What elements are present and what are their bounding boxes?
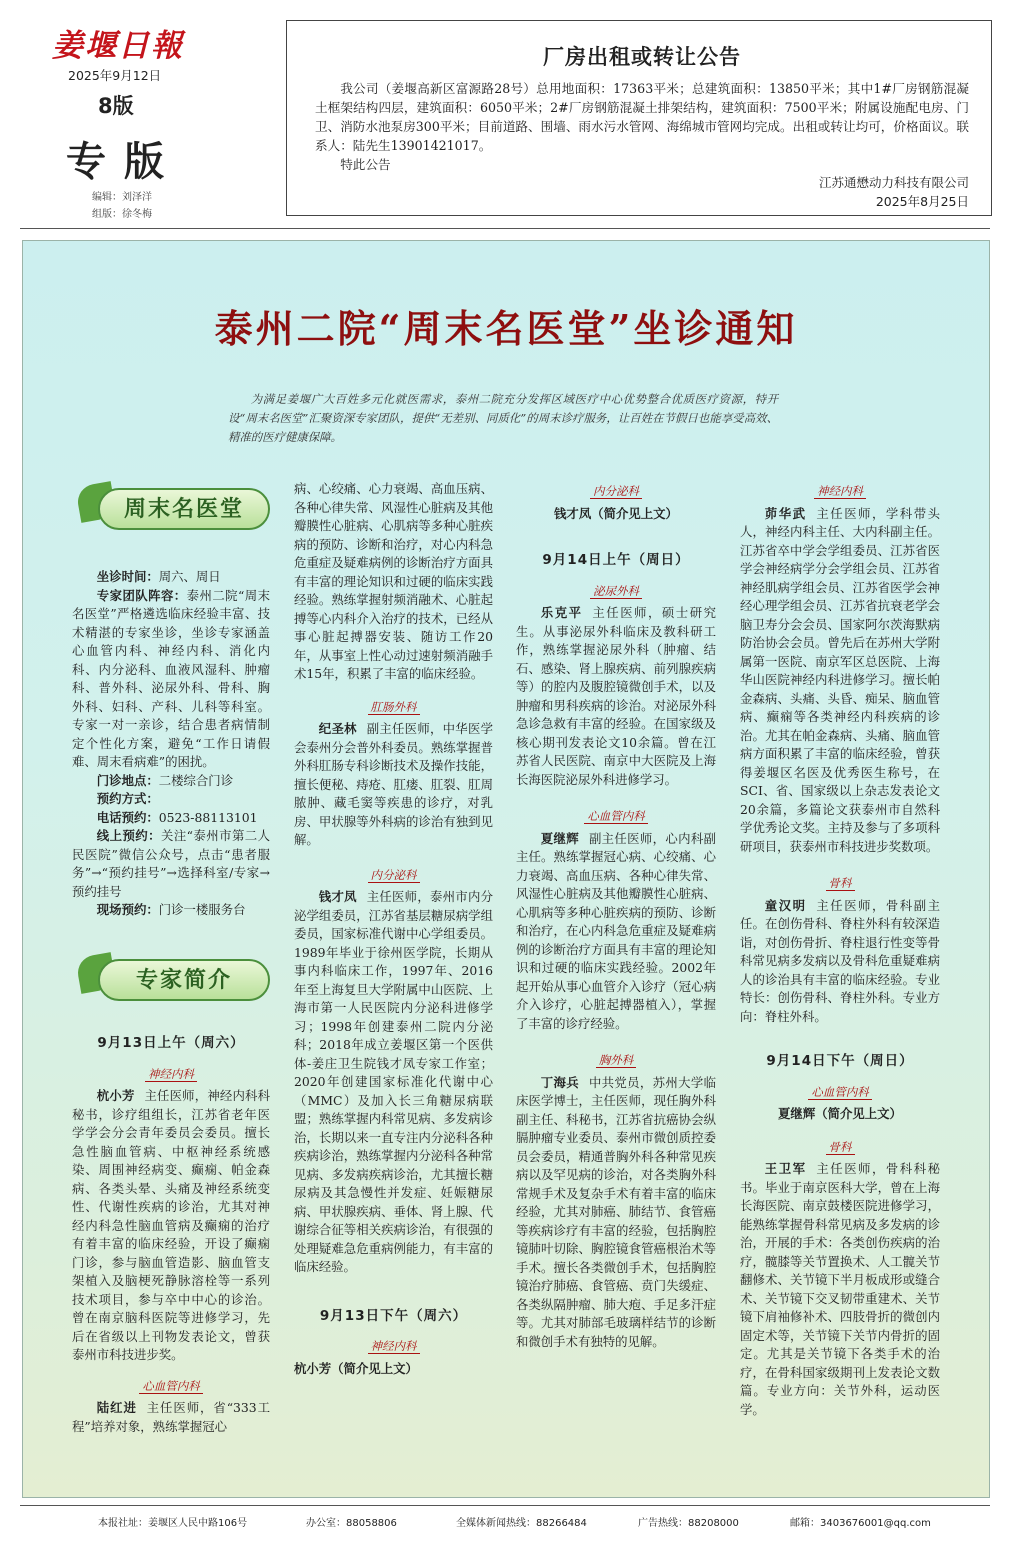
issue-date: 2025年9月12日 — [68, 68, 162, 83]
phone-label: 电话预约： — [96, 809, 159, 825]
doctor-reference: 杭小芳（简介见上文） — [294, 1360, 418, 1376]
time-label: 坐诊时间： — [96, 569, 159, 584]
doctor-bio: 副主任医师，中华医学会泰州分会普外科委员。熟练掌握普外科肛肠专科诊断技术及操作技能，擅长便秘、痔疮、肛瘘、肛裂、肛周脓肿、藏毛窦等疾患的诊疗，对乳房、甲状腺等外科病的诊治有独到见解。 — [294, 721, 494, 847]
notice-title: 厂房出租或转让公告 — [543, 44, 741, 69]
doctor-bio: 中共党员，苏州大学临床医学博士，主任医师，现任胸外科副主任、科秘书，江苏省抗癌协会纵膈肿瘤专业委员、泰州市微创质控委员会委员，精通普胸外科各种常见疾病以及罕见病的诊治，对各类胸外科常规手术及复杂手术有着丰富的临床经验，尤其对肺癌、肺结节、食管癌等疾病诊疗有丰富的经验，包括胸腔镜肺叶切除、胸腔镜食管癌根治术等手术。擅长各类微创手术，包括胸腔镜治疗肺癌、食管癌、贲门失缓症、各类纵隔肿瘤、肺大疱、手足多汗症等。尤其对肺部毛玻璃样结节的诊断和微创手术有独特的见解。 — [516, 1074, 717, 1349]
footer-hotline: 全媒体新闻热线：88266484 — [456, 1518, 587, 1529]
department-label: 骨科 — [826, 1140, 855, 1155]
phone-value: 0523-88113101 — [158, 809, 258, 825]
department-label: 心血管内科 — [808, 1085, 872, 1100]
doctor-name: 丁海兵 — [540, 1074, 580, 1090]
doctor-bio: 主任医师，硕士研究生。从事泌尿外科临床及教科研工作，熟练掌握泌尿外科（肿瘤、结石、感染、肾上腺疾病、前列腺疾病等）的腔内及腹腔镜微创手术，以及肿瘤和男科疾病的诊治。对泌尿外科急诊急救有丰富的经验。在国家级及核心期刊发表论文10余篇。曾在江苏省人民医院、南京中大医院及上海长海医院泌尿外科进修学习。 — [516, 605, 717, 787]
department-label: 骨科 — [826, 876, 855, 891]
doctor-name: 乐克平 — [540, 605, 583, 620]
doctor-name: 纪圣林 — [318, 721, 357, 736]
announcement-intro: 为满足姜堰广大百姓多元化就医需求，泰州二院充分发挥区域医疗中心优势整合优质医疗资源，特开设“周末名医堂”汇聚资深专家团队，提供“无差别、同质化”的周末诊疗服务，让百姓在节假日也能享受高效、精准的医疗健康保障。 — [228, 392, 778, 444]
time-value: 周六、周日 — [158, 569, 221, 584]
doctor-bio: 副主任医师，心内科副主任。熟练掌握冠心病、心绞痛、心力衰竭、高血压病、各种心律失常、风湿性心脏病及其他瓣膜性心脏病、心肌病等多种心脏疾病的预防、诊断和治疗，在心内科急危重症及疑难病例的诊断治疗方面具有丰富的理论知识和过硬的临床实践经验。2002年起开始从事心血管介入诊疗（冠心病介入诊疗，心脏起搏器植入），掌握了丰富的诊疗经验。 — [516, 830, 717, 1031]
doctor-name: 夏继辉 — [540, 830, 580, 846]
department-label: 心血管内科 — [139, 1379, 203, 1394]
page-footer — [20, 1510, 990, 1532]
department-label: 心血管内科 — [584, 809, 648, 824]
doctor-name: 钱才凤 — [318, 889, 357, 904]
doctor-bio-continued: 病、心绞痛、心力衰竭、高血压病、各种心律失常、风湿性心脏病及其他瓣膜性心脏病、心肌病等多种心脏疾病的预防、诊断和治疗，对心内科急危重症及疑难病例的诊断治疗方面具有丰富的理论知识和过硬的临床实践经验。熟练掌握射频消融术、心脏起搏等心内科介入治疗的技术，已经从事心脏起搏器安装、随访工作20年，从事室上性心动过速射频消融手术15年，积累了丰富的临床经验。 — [294, 481, 493, 681]
online-value: 关注“泰州市第二人民医院”微信公众号，点击“患者服务”→“预约挂号”→选择科室/专家→预约挂号 — [72, 828, 271, 899]
doctor-reference: 夏继辉（简介见上文） — [778, 1106, 902, 1121]
doctor-bio: 主任医师，泰州市内分泌学组委员，江苏省基层糖尿病学组委员，国家标准代谢中心学组委员。1989年毕业于徐州医学院，长期从事内科临床工作，1997年、2016年至上海复旦大学附属中山医院、上海市第一人民医院内分泌科进修学习；1998年创建泰州二院内分泌科；2018年成立姜堰区第一个医供体-姜庄卫生院钱才凤专家工作室；2020年创建国家标准化代谢中心（MMC）及加入长三角糖尿病联盟；熟练掌握内科常见病、多发病诊治，长期以来一直专注内分泌科各种疾病诊治，熟练掌握内分泌科各种常见病、多发病疾病诊治，尤其擅长糖尿病及其急慢性并发症、妊娠糖尿病、甲状腺疾病、垂体、肾上腺、代谢综合征等相关疾病诊治，有很强的处理疑难急危重病例能力，有丰富的临床经验。 — [294, 889, 494, 1274]
team-value: 泰州二院“周末名医堂”严格遴选临床经验丰富、技术精湛的专家坐诊，坐诊专家涵盖心血管内科、神经内科、消化内科、内分泌科、血液风湿科、肿瘤科、普外科、泌尿外科、骨科、胸外科、妇科、产科、儿科等科室。专家一对一亲诊，结合患者病情制定个性化方案，避免“工作日请假难、周末看病难”的困扰。 — [72, 587, 271, 769]
session-heading: 9月14日上午（周日） — [542, 552, 690, 568]
place-label: 门诊地点： — [96, 772, 159, 788]
layout-editor-credit: 组版：徐冬梅 — [92, 209, 152, 220]
session-heading: 9月14日下午（周日） — [766, 1053, 914, 1069]
doctor-bio: 主任医师，骨科副主任。在创伤骨科、脊柱外科有较深造诣，对创伤骨折、脊柱退行性变等骨科常见病多发病以及骨科危重疑难病人的诊治具有丰富的临床经验。专业特长：创伤骨科、脊柱外科。专业方向：脊柱外科。 — [740, 897, 941, 1024]
doctor-bio: 主任医师，学科带头人，神经内科主任、大内科副主任。江苏省卒中学会学组委员、江苏省医学会神经病学分会学组会员、江苏省神经肌病学组会员、江苏省医学会神经心理学组会员、江苏省抗衰老学会脑卫寿分会会员、国家阿尔茨海默病防治协会会员。曾先后在苏州大学附属第一医院、南京军区总医院、上海华山医院神经内科进修学习。擅长帕金森病、头痛、头昏、痴呆、脑血管病、癫痫等各类神经内科疾病的诊治。尤其在帕金森病、头痛、脑血管病方面积累了丰富的临床经验，曾获得姜堰区名医及优秀医生称号，在SCI、省、国家级以上杂志发表论文20余篇，多篇论文获泰州市自然科学优秀论文奖。主持及参与了多项科研项目，获泰州市科技进步奖数项。 — [740, 505, 941, 854]
clinic-info-column — [72, 568, 270, 920]
header-divider — [20, 228, 990, 229]
rental-notice — [286, 20, 992, 216]
doctor-name: 童汉明 — [764, 897, 807, 913]
doctor-reference: 钱才凤（简介见上文） — [554, 505, 678, 521]
experts-column-2 — [294, 480, 493, 1378]
onsite-label: 现场预约： — [96, 902, 159, 917]
department-label: 神经内科 — [145, 1067, 197, 1082]
weekend-clinic-badge: 周末名医堂 — [98, 488, 270, 530]
footer-divider — [20, 1505, 990, 1506]
department-label: 神经内科 — [814, 484, 866, 499]
place-value: 二楼综合门诊 — [158, 772, 234, 788]
experts-column-1 — [72, 1018, 270, 1436]
session-heading: 9月13日上午（周六） — [97, 1035, 245, 1051]
footer-office: 办公室：88058806 — [306, 1518, 397, 1529]
doctor-bio: 主任医师，骨科科秘书。毕业于南京医科大学，曾在上海长海医院、南京鼓楼医院进修学习，能熟练掌握骨科常见病及多发病的诊治，开展的手术：各类创伤疾病的治疗，髋膝等关节置换术、人工髋关节翻修术、关节镜下半月板成形或缝合术、关节镜下交叉韧带重建术、关节镜下肩袖修补术、四肢骨折的微创内固定术等，关节镜下关节内骨折的固定。尤其是关节镜下各类手术的治疗，在骨科国家级期刊上发表论文数篇。专业方向：关节外科，运动医学。 — [740, 1161, 941, 1417]
editor-credit: 编辑：刘泽洋 — [92, 192, 152, 203]
page-number: 8版 — [98, 94, 134, 118]
notice-body: 我公司（姜堰高新区富源路28号）总用地面积：17363平米；总建筑面积：13850平米；其中1#厂房钢筋混凝土框架结构四层，建筑面积：6050平米；2#厂房钢筋混凝土排架结构，建筑面积：7500平米；附属设施配电房、门卫、消防水池泵房300平米；目前道路、围墙、雨水污水管网、海绵城市管网均完成。出租或转让均可，价格面议。联系人：陆先生13901421017。 — [315, 81, 969, 153]
department-label: 神经内科 — [368, 1339, 420, 1354]
footer-email: 邮箱：3403676001@qq.com — [790, 1518, 931, 1529]
department-label: 泌尿外科 — [590, 584, 642, 599]
online-label: 线上预约： — [96, 828, 161, 843]
doctor-name: 王卫军 — [764, 1161, 807, 1176]
department-label: 胸外科 — [596, 1053, 637, 1068]
department-label: 肛肠外科 — [368, 700, 420, 715]
announcement-title: 泰州二院“周末名医堂”坐诊通知 — [214, 306, 798, 351]
team-label: 专家团队阵容： — [96, 587, 187, 603]
experts-column-3 — [516, 470, 716, 1351]
footer-address: 本报社址：姜堰区人民中路106号 — [98, 1518, 248, 1529]
department-label: 内分泌科 — [590, 484, 642, 499]
section-title: 专版 — [66, 138, 182, 185]
notice-company: 江苏通懋动力科技有限公司 — [818, 175, 969, 190]
newspaper-logo: 姜堰日報 — [52, 28, 184, 64]
doctor-name: 陆红进 — [96, 1400, 137, 1415]
footer-ads: 广告热线：88208000 — [638, 1518, 739, 1529]
doctor-name: 茆华武 — [764, 505, 807, 521]
doctor-name: 杭小芳 — [96, 1088, 135, 1103]
doctor-bio: 主任医师，神经内科科秘书，诊疗组组长，江苏省老年医学学会分会青年委员会委员。擅长急性脑血管病、中枢神经系统感染、周围神经病变、癫痫、帕金森病、各类头晕、头痛及神经系统变性、代谢性疾病的诊治，尤其对神经内科急性脑血管病及癫痫的治疗有着丰富的临床经验，开设了癫痫门诊，参与脑血管造影、脑血管支架植入及脑梗死静脉溶栓等一系列技术项目，参与卒中中心的诊治。曾在南京脑科医院等进修学习，先后在省级以上刊物发表论文，曾获泰州市科技进步奖。 — [72, 1088, 271, 1362]
department-label: 内分泌科 — [368, 868, 420, 883]
onsite-value: 门诊一楼服务台 — [158, 902, 246, 917]
notice-date: 2025年8月25日 — [875, 194, 969, 209]
session-heading: 9月13日下午（周六） — [319, 1307, 468, 1324]
notice-closing: 特此公告 — [340, 157, 391, 172]
expert-intro-badge: 专家简介 — [98, 959, 270, 1001]
doctor-bio: 主任医师，省“333工程”培养对象，熟练掌握冠心 — [72, 1400, 271, 1434]
experts-column-4 — [740, 470, 940, 1419]
booking-label: 预约方式： — [96, 791, 159, 806]
